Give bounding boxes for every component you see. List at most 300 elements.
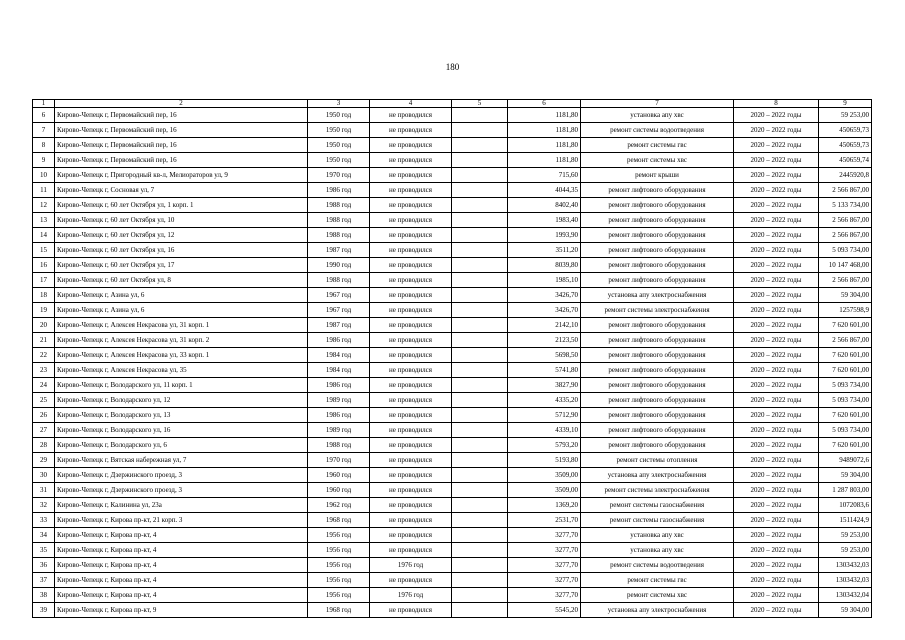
total-area-cell: 2531,70 xyxy=(508,513,581,528)
work-period-cell: 2020 – 2022 годы xyxy=(734,333,819,348)
total-area-cell: 1369,20 xyxy=(508,498,581,513)
last-repair-year-cell: не проводился xyxy=(370,543,452,558)
work-type-cell: установка апу электроснабжения xyxy=(581,468,734,483)
address-cell: Кирово-Чепецк г, Алексея Некрасова ул, 33 корп. 1 xyxy=(55,348,308,363)
table-row xyxy=(33,558,872,573)
table-row xyxy=(33,333,872,348)
last-repair-year-cell: 1976 год xyxy=(370,588,452,603)
work-type-cell: ремонт лифтового оборудования xyxy=(581,183,734,198)
work-period-cell: 2020 – 2022 годы xyxy=(734,228,819,243)
address-cell: Кирово-Чепецк г, Первомайский пер, 16 xyxy=(55,138,308,153)
column-5-cell xyxy=(452,138,508,153)
address-cell: Кирово-Чепецк г, Володарского ул, 13 xyxy=(55,408,308,423)
total-area-cell: 3827,90 xyxy=(508,378,581,393)
work-period-cell: 2020 – 2022 годы xyxy=(734,258,819,273)
row-index-cell: 23 xyxy=(33,363,55,378)
column-5-cell xyxy=(452,363,508,378)
row-index-cell: 12 xyxy=(33,198,55,213)
work-period-cell: 2020 – 2022 годы xyxy=(734,243,819,258)
construction-year-cell: 1987 год xyxy=(308,243,370,258)
construction-year-cell: 1950 год xyxy=(308,108,370,123)
total-area-cell: 3426,70 xyxy=(508,288,581,303)
work-type-cell: ремонт лифтового оборудования xyxy=(581,408,734,423)
column-5-cell xyxy=(452,498,508,513)
column-number: 1 xyxy=(33,100,55,108)
construction-year-cell: 1962 год xyxy=(308,498,370,513)
construction-year-cell: 1950 год xyxy=(308,138,370,153)
last-repair-year-cell: не проводился xyxy=(370,468,452,483)
construction-year-cell: 1968 год xyxy=(308,603,370,618)
column-5-cell xyxy=(452,378,508,393)
work-cost-cell: 9489072,6 xyxy=(819,453,872,468)
work-type-cell: установка апу хвс xyxy=(581,108,734,123)
table-row xyxy=(33,348,872,363)
table-row xyxy=(33,273,872,288)
table-row xyxy=(33,138,872,153)
last-repair-year-cell: не проводился xyxy=(370,438,452,453)
last-repair-year-cell: не проводился xyxy=(370,288,452,303)
work-cost-cell: 450659,73 xyxy=(819,123,872,138)
row-index-cell: 25 xyxy=(33,393,55,408)
work-type-cell: ремонт системы газоснабжения xyxy=(581,513,734,528)
address-cell: Кирово-Чепецк г, Кирова пр-кт, 4 xyxy=(55,558,308,573)
work-type-cell: ремонт лифтового оборудования xyxy=(581,228,734,243)
work-period-cell: 2020 – 2022 годы xyxy=(734,213,819,228)
work-type-cell: ремонт лифтового оборудования xyxy=(581,213,734,228)
column-5-cell xyxy=(452,483,508,498)
row-index-cell: 35 xyxy=(33,543,55,558)
address-cell: Кирово-Чепецк г, Володарского ул, 6 xyxy=(55,438,308,453)
work-type-cell: установка апу электроснабжения xyxy=(581,603,734,618)
construction-year-cell: 1956 год xyxy=(308,528,370,543)
construction-year-cell: 1968 год xyxy=(308,513,370,528)
work-period-cell: 2020 – 2022 годы xyxy=(734,318,819,333)
work-type-cell: ремонт лифтового оборудования xyxy=(581,198,734,213)
work-period-cell: 2020 – 2022 годы xyxy=(734,498,819,513)
table-row xyxy=(33,423,872,438)
repair-register-table xyxy=(32,99,872,618)
work-cost-cell: 2 566 867,00 xyxy=(819,333,872,348)
last-repair-year-cell: не проводился xyxy=(370,573,452,588)
construction-year-cell: 1956 год xyxy=(308,543,370,558)
column-5-cell xyxy=(452,573,508,588)
work-period-cell: 2020 – 2022 годы xyxy=(734,108,819,123)
total-area-cell: 3509,00 xyxy=(508,468,581,483)
row-index-cell: 8 xyxy=(33,138,55,153)
column-5-cell xyxy=(452,603,508,618)
last-repair-year-cell: не проводился xyxy=(370,498,452,513)
work-cost-cell: 7 620 601,00 xyxy=(819,438,872,453)
last-repair-year-cell: не проводился xyxy=(370,228,452,243)
construction-year-cell: 1960 год xyxy=(308,468,370,483)
column-5-cell xyxy=(452,423,508,438)
last-repair-year-cell: не проводился xyxy=(370,453,452,468)
last-repair-year-cell: не проводился xyxy=(370,483,452,498)
address-cell: Кирово-Чепецк г, Кирова пр-кт, 4 xyxy=(55,543,308,558)
total-area-cell: 3277,70 xyxy=(508,573,581,588)
work-type-cell: ремонт системы газоснабжения xyxy=(581,498,734,513)
construction-year-cell: 1986 год xyxy=(308,333,370,348)
table-row xyxy=(33,108,872,123)
work-period-cell: 2020 – 2022 годы xyxy=(734,348,819,363)
total-area-cell: 8039,80 xyxy=(508,258,581,273)
address-cell: Кирово-Чепецк г, Алексея Некрасова ул, 35 xyxy=(55,363,308,378)
column-number: 5 xyxy=(452,100,508,108)
construction-year-cell: 1970 год xyxy=(308,168,370,183)
work-type-cell: ремонт системы водоотведения xyxy=(581,558,734,573)
last-repair-year-cell: не проводился xyxy=(370,303,452,318)
work-cost-cell: 1303432,03 xyxy=(819,573,872,588)
construction-year-cell: 1950 год xyxy=(308,123,370,138)
last-repair-year-cell: не проводился xyxy=(370,183,452,198)
column-number: 4 xyxy=(370,100,452,108)
work-type-cell: ремонт лифтового оборудования xyxy=(581,258,734,273)
table-row xyxy=(33,153,872,168)
total-area-cell: 4044,35 xyxy=(508,183,581,198)
work-type-cell: ремонт системы гвс xyxy=(581,573,734,588)
total-area-cell: 2142,10 xyxy=(508,318,581,333)
work-cost-cell: 1072083,6 xyxy=(819,498,872,513)
construction-year-cell: 1987 год xyxy=(308,318,370,333)
row-index-cell: 26 xyxy=(33,408,55,423)
work-type-cell: ремонт системы водоотведения xyxy=(581,123,734,138)
total-area-cell: 3509,00 xyxy=(508,483,581,498)
column-5-cell xyxy=(452,333,508,348)
construction-year-cell: 1970 год xyxy=(308,453,370,468)
address-cell: Кирово-Чепецк г, Азина ул, 6 xyxy=(55,303,308,318)
work-cost-cell: 1303432,04 xyxy=(819,588,872,603)
work-period-cell: 2020 – 2022 годы xyxy=(734,483,819,498)
construction-year-cell: 1956 год xyxy=(308,573,370,588)
row-index-cell: 28 xyxy=(33,438,55,453)
column-number-row xyxy=(33,100,872,108)
row-index-cell: 19 xyxy=(33,303,55,318)
row-index-cell: 17 xyxy=(33,273,55,288)
work-period-cell: 2020 – 2022 годы xyxy=(734,573,819,588)
work-period-cell: 2020 – 2022 годы xyxy=(734,378,819,393)
work-cost-cell: 7 620 601,00 xyxy=(819,363,872,378)
total-area-cell: 8402,40 xyxy=(508,198,581,213)
address-cell: Кирово-Чепецк г, Володарского ул, 11 корп. 1 xyxy=(55,378,308,393)
row-index-cell: 31 xyxy=(33,483,55,498)
column-5-cell xyxy=(452,408,508,423)
work-type-cell: ремонт лифтового оборудования xyxy=(581,348,734,363)
row-index-cell: 33 xyxy=(33,513,55,528)
table-row xyxy=(33,213,872,228)
construction-year-cell: 1989 год xyxy=(308,393,370,408)
last-repair-year-cell: не проводился xyxy=(370,258,452,273)
work-cost-cell: 59 304,00 xyxy=(819,603,872,618)
column-5-cell xyxy=(452,318,508,333)
address-cell: Кирово-Чепецк г, Дзержинского проезд, 3 xyxy=(55,483,308,498)
address-cell: Кирово-Чепецк г, Кирова пр-кт, 4 xyxy=(55,573,308,588)
work-cost-cell: 59 304,00 xyxy=(819,288,872,303)
row-index-cell: 39 xyxy=(33,603,55,618)
table-row xyxy=(33,513,872,528)
work-cost-cell: 59 253,00 xyxy=(819,528,872,543)
table-row xyxy=(33,183,872,198)
work-period-cell: 2020 – 2022 годы xyxy=(734,423,819,438)
work-period-cell: 2020 – 2022 годы xyxy=(734,198,819,213)
table-body xyxy=(33,108,872,618)
construction-year-cell: 1984 год xyxy=(308,348,370,363)
row-index-cell: 32 xyxy=(33,498,55,513)
work-period-cell: 2020 – 2022 годы xyxy=(734,513,819,528)
work-type-cell: ремонт крыши xyxy=(581,168,734,183)
work-type-cell: ремонт системы хвс xyxy=(581,588,734,603)
address-cell: Кирово-Чепецк г, Алексея Некрасова ул, 31 корп. 2 xyxy=(55,333,308,348)
total-area-cell: 5698,50 xyxy=(508,348,581,363)
work-cost-cell: 2 566 867,00 xyxy=(819,213,872,228)
column-5-cell xyxy=(452,453,508,468)
total-area-cell: 5741,80 xyxy=(508,363,581,378)
work-cost-cell: 10 147 468,00 xyxy=(819,258,872,273)
work-period-cell: 2020 – 2022 годы xyxy=(734,363,819,378)
table-row xyxy=(33,543,872,558)
last-repair-year-cell: не проводился xyxy=(370,408,452,423)
table-row xyxy=(33,228,872,243)
work-type-cell: ремонт лифтового оборудования xyxy=(581,378,734,393)
address-cell: Кирово-Чепецк г, Первомайский пер, 16 xyxy=(55,108,308,123)
total-area-cell: 5545,20 xyxy=(508,603,581,618)
address-cell: Кирово-Чепецк г, Сосновая ул, 7 xyxy=(55,183,308,198)
row-index-cell: 36 xyxy=(33,558,55,573)
row-index-cell: 34 xyxy=(33,528,55,543)
table-row xyxy=(33,393,872,408)
work-period-cell: 2020 – 2022 годы xyxy=(734,153,819,168)
last-repair-year-cell: не проводился xyxy=(370,273,452,288)
column-5-cell xyxy=(452,198,508,213)
column-5-cell xyxy=(452,153,508,168)
address-cell: Кирово-Чепецк г, 60 лет Октября ул, 1 корп. 1 xyxy=(55,198,308,213)
work-type-cell: ремонт лифтового оборудования xyxy=(581,438,734,453)
work-type-cell: ремонт лифтового оборудования xyxy=(581,318,734,333)
column-5-cell xyxy=(452,243,508,258)
work-cost-cell: 5 093 734,00 xyxy=(819,393,872,408)
row-index-cell: 38 xyxy=(33,588,55,603)
work-cost-cell: 5 093 734,00 xyxy=(819,378,872,393)
table-row xyxy=(33,528,872,543)
column-number: 2 xyxy=(55,100,308,108)
column-5-cell xyxy=(452,123,508,138)
work-cost-cell: 59 304,00 xyxy=(819,468,872,483)
last-repair-year-cell: не проводился xyxy=(370,348,452,363)
work-period-cell: 2020 – 2022 годы xyxy=(734,588,819,603)
total-area-cell: 2123,50 xyxy=(508,333,581,348)
address-cell: Кирово-Чепецк г, 60 лет Октября ул, 10 xyxy=(55,213,308,228)
column-number: 6 xyxy=(508,100,581,108)
work-cost-cell: 7 620 601,00 xyxy=(819,348,872,363)
address-cell: Кирово-Чепецк г, Пригородный кв-л, Мелиораторов ул, 9 xyxy=(55,168,308,183)
construction-year-cell: 1988 год xyxy=(308,228,370,243)
work-cost-cell: 1257598,9 xyxy=(819,303,872,318)
table-row xyxy=(33,453,872,468)
column-5-cell xyxy=(452,108,508,123)
work-type-cell: установка апу хвс xyxy=(581,528,734,543)
construction-year-cell: 1950 год xyxy=(308,153,370,168)
last-repair-year-cell: не проводился xyxy=(370,513,452,528)
construction-year-cell: 1960 год xyxy=(308,483,370,498)
table-row xyxy=(33,498,872,513)
total-area-cell: 1181,80 xyxy=(508,138,581,153)
table-row xyxy=(33,303,872,318)
row-index-cell: 7 xyxy=(33,123,55,138)
construction-year-cell: 1967 год xyxy=(308,303,370,318)
column-5-cell xyxy=(452,468,508,483)
total-area-cell: 1181,80 xyxy=(508,108,581,123)
work-period-cell: 2020 – 2022 годы xyxy=(734,453,819,468)
work-type-cell: ремонт лифтового оборудования xyxy=(581,363,734,378)
total-area-cell: 1993,90 xyxy=(508,228,581,243)
last-repair-year-cell: не проводился xyxy=(370,198,452,213)
table-row xyxy=(33,243,872,258)
work-cost-cell: 1 287 803,00 xyxy=(819,483,872,498)
work-period-cell: 2020 – 2022 годы xyxy=(734,183,819,198)
column-5-cell xyxy=(452,273,508,288)
work-period-cell: 2020 – 2022 годы xyxy=(734,468,819,483)
work-cost-cell: 450659,73 xyxy=(819,138,872,153)
work-cost-cell: 59 253,00 xyxy=(819,543,872,558)
work-type-cell: установка апу хвс xyxy=(581,543,734,558)
row-index-cell: 13 xyxy=(33,213,55,228)
total-area-cell: 3277,70 xyxy=(508,588,581,603)
total-area-cell: 1181,80 xyxy=(508,123,581,138)
row-index-cell: 30 xyxy=(33,468,55,483)
address-cell: Кирово-Чепецк г, 60 лет Октября ул, 16 xyxy=(55,243,308,258)
column-5-cell xyxy=(452,303,508,318)
address-cell: Кирово-Чепецк г, Кирова пр-кт, 4 xyxy=(55,528,308,543)
address-cell: Кирово-Чепецк г, Володарского ул, 12 xyxy=(55,393,308,408)
work-type-cell: ремонт системы гвс xyxy=(581,138,734,153)
address-cell: Кирово-Чепецк г, Вятская набережная ул, 7 xyxy=(55,453,308,468)
address-cell: Кирово-Чепецк г, Кирова пр-кт, 9 xyxy=(55,603,308,618)
construction-year-cell: 1956 год xyxy=(308,558,370,573)
work-cost-cell: 2 566 867,00 xyxy=(819,273,872,288)
row-index-cell: 37 xyxy=(33,573,55,588)
last-repair-year-cell: не проводился xyxy=(370,213,452,228)
page-number: 180 xyxy=(445,62,460,72)
last-repair-year-cell: не проводился xyxy=(370,138,452,153)
last-repair-year-cell: не проводился xyxy=(370,168,452,183)
work-period-cell: 2020 – 2022 годы xyxy=(734,408,819,423)
total-area-cell: 1181,80 xyxy=(508,153,581,168)
construction-year-cell: 1988 год xyxy=(308,213,370,228)
work-type-cell: ремонт системы электроснабжения xyxy=(581,483,734,498)
construction-year-cell: 1988 год xyxy=(308,438,370,453)
column-5-cell xyxy=(452,228,508,243)
address-cell: Кирово-Чепецк г, Калинина ул, 23а xyxy=(55,498,308,513)
row-index-cell: 6 xyxy=(33,108,55,123)
column-5-cell xyxy=(452,558,508,573)
column-5-cell xyxy=(452,348,508,363)
table-row xyxy=(33,288,872,303)
construction-year-cell: 1986 год xyxy=(308,378,370,393)
construction-year-cell: 1986 год xyxy=(308,183,370,198)
table-row xyxy=(33,123,872,138)
total-area-cell: 4335,20 xyxy=(508,393,581,408)
last-repair-year-cell: не проводился xyxy=(370,363,452,378)
work-type-cell: ремонт лифтового оборудования xyxy=(581,393,734,408)
last-repair-year-cell: не проводился xyxy=(370,333,452,348)
table-row xyxy=(33,468,872,483)
work-period-cell: 2020 – 2022 годы xyxy=(734,138,819,153)
address-cell: Кирово-Чепецк г, Дзержинского проезд, 3 xyxy=(55,468,308,483)
last-repair-year-cell: не проводился xyxy=(370,153,452,168)
construction-year-cell: 1984 год xyxy=(308,363,370,378)
construction-year-cell: 1967 год xyxy=(308,288,370,303)
work-type-cell: ремонт системы электроснабжения xyxy=(581,303,734,318)
work-period-cell: 2020 – 2022 годы xyxy=(734,543,819,558)
last-repair-year-cell: не проводился xyxy=(370,528,452,543)
table-row xyxy=(33,198,872,213)
last-repair-year-cell: не проводился xyxy=(370,108,452,123)
address-cell: Кирово-Чепецк г, Кирова пр-кт, 4 xyxy=(55,588,308,603)
work-period-cell: 2020 – 2022 годы xyxy=(734,603,819,618)
work-type-cell: ремонт системы хвс xyxy=(581,153,734,168)
work-period-cell: 2020 – 2022 годы xyxy=(734,123,819,138)
last-repair-year-cell: не проводился xyxy=(370,423,452,438)
work-type-cell: ремонт лифтового оборудования xyxy=(581,333,734,348)
table-row xyxy=(33,318,872,333)
row-index-cell: 16 xyxy=(33,258,55,273)
column-5-cell xyxy=(452,258,508,273)
work-period-cell: 2020 – 2022 годы xyxy=(734,303,819,318)
total-area-cell: 3277,70 xyxy=(508,528,581,543)
column-5-cell xyxy=(452,213,508,228)
last-repair-year-cell: не проводился xyxy=(370,123,452,138)
work-period-cell: 2020 – 2022 годы xyxy=(734,288,819,303)
work-cost-cell: 5 093 734,00 xyxy=(819,243,872,258)
table-row xyxy=(33,378,872,393)
row-index-cell: 15 xyxy=(33,243,55,258)
table-row xyxy=(33,438,872,453)
last-repair-year-cell: не проводился xyxy=(370,318,452,333)
construction-year-cell: 1956 год xyxy=(308,588,370,603)
total-area-cell: 1983,40 xyxy=(508,213,581,228)
column-number: 8 xyxy=(734,100,819,108)
table-row xyxy=(33,408,872,423)
work-cost-cell: 2 566 867,00 xyxy=(819,228,872,243)
row-index-cell: 21 xyxy=(33,333,55,348)
work-type-cell: ремонт системы отопления xyxy=(581,453,734,468)
address-cell: Кирово-Чепецк г, Кирова пр-кт, 21 корп. 3 xyxy=(55,513,308,528)
row-index-cell: 29 xyxy=(33,453,55,468)
work-type-cell: ремонт лифтового оборудования xyxy=(581,273,734,288)
work-period-cell: 2020 – 2022 годы xyxy=(734,438,819,453)
construction-year-cell: 1988 год xyxy=(308,273,370,288)
total-area-cell: 3277,70 xyxy=(508,543,581,558)
table-row xyxy=(33,603,872,618)
last-repair-year-cell: не проводился xyxy=(370,393,452,408)
work-type-cell: ремонт лифтового оборудования xyxy=(581,243,734,258)
column-number: 3 xyxy=(308,100,370,108)
work-cost-cell: 59 253,00 xyxy=(819,108,872,123)
total-area-cell: 3511,20 xyxy=(508,243,581,258)
work-cost-cell: 2 566 867,00 xyxy=(819,183,872,198)
table-row xyxy=(33,168,872,183)
total-area-cell: 1985,10 xyxy=(508,273,581,288)
row-index-cell: 20 xyxy=(33,318,55,333)
column-number: 9 xyxy=(819,100,872,108)
work-cost-cell: 5 093 734,00 xyxy=(819,423,872,438)
construction-year-cell: 1988 год xyxy=(308,198,370,213)
work-cost-cell: 1511424,9 xyxy=(819,513,872,528)
row-index-cell: 27 xyxy=(33,423,55,438)
total-area-cell: 3426,70 xyxy=(508,303,581,318)
column-5-cell xyxy=(452,168,508,183)
work-period-cell: 2020 – 2022 годы xyxy=(734,393,819,408)
construction-year-cell: 1990 год xyxy=(308,258,370,273)
